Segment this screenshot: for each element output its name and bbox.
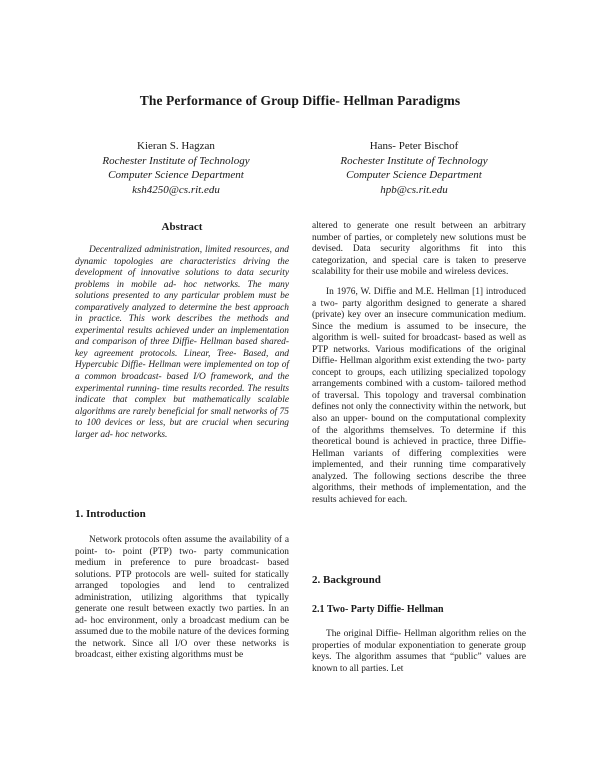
author-institution: Rochester Institute of Technology [340,154,488,167]
author-block-2 [304,139,524,197]
abstract-text: Decentralized administration, limited resources, and dynamic topologies are characteristics driving the development of innovative solutions to data security problems in mobile ad- hoc networks. The many solutions presented to any particular problem must be comparatively analyzed to determine the best approach in practice. This work describes the methods and experimental results achieved under an implementation and comparison of three Diffie- Hellman based shared- key agreement protocols. Linear, Tree- Based, and Hypercubic Diffie- Hellman were implemented on top of a common broadcast- based I/O framework, and the experimental running- time results recorded. The results indicate that complex but mathematically scalable algorithms are rarely beneficial for small networks of 75 to 100 devices or less, but are crucial when securing larger ad- hoc networks. [75,245,289,440]
background-subheading: 2.1 Two- Party Diffie- Hellman [312,604,444,615]
author-email: hpb@cs.rit.edu [380,183,448,196]
introduction-paragraph-2: In 1976, W. Diffie and M.E. Hellman [1] introduced a two- party algorithm designed to generate a shared (private) key over an insecure communication medium. Since the medium is assumed to be insecure, the algorithm is well- suited for broadcast- based as well as PTP networks. Various modifications of the original Diffie- Hellman algorithm exist extending the two- party concept to groups, each utilizing specialized topology arrangements combined with a custom- tailored method of traversal. This topology and traversal combination defines not only the connectivity within the network, but also an upper- bound on the computational complexity of the algorithms themselves. To determine if this theoretical bound is achieved in practice, three Diffie- Hellman variants of differing complexities were implemented, and their running time comparatively analyzed. The following sections describe the three algorithms, their methods of implementation, and the results achieved for each. [312,287,526,505]
paper-title: The Performance of Group Diffie- Hellman Paradigms [139,93,461,108]
author-email: ksh4250@cs.rit.edu [132,183,220,196]
author-name: Kieran S. Hagzan [137,140,215,152]
introduction-paragraph-1: Network protocols often assume the availability of a point- to- point (PTP) two- party communication medium in preference to pure broadcast- based solutions. PTP protocols are well- suited for statically arranged topologies and lend to centralized administration, utilizing algorithms that typically generate one result between exactly two parties. In an ad- hoc environment, only a broadcast medium can be assumed due to the mobile nature of the devices forming the network. Since all I/O over these networks is broadcast, either existing algorithms must be [75,535,289,661]
background-paragraph-1: The original Diffie- Hellman algorithm relies on the properties of modular exponentiation to generate group keys. The algorithm assumes that “public” values are known to all parties. Let [312,629,526,674]
introduction-heading: 1. Introduction [75,508,146,520]
background-heading: 2. Background [312,574,381,586]
abstract-heading: Abstract [161,221,203,233]
introduction-paragraph-1-continued: altered to generate one result between an arbitrary number of parties, or completely new solutions must be devised. Data security algorithms fit into this categorization, and special care is taken to preserve scalability for their use mobile and wireless devices. [312,221,526,278]
author-name: Hans- Peter Bischof [369,140,459,152]
author-department: Computer Science Department [108,169,244,181]
author-department: Computer Science Department [346,169,482,181]
author-block-1 [66,139,286,197]
author-institution: Rochester Institute of Technology [102,154,250,167]
